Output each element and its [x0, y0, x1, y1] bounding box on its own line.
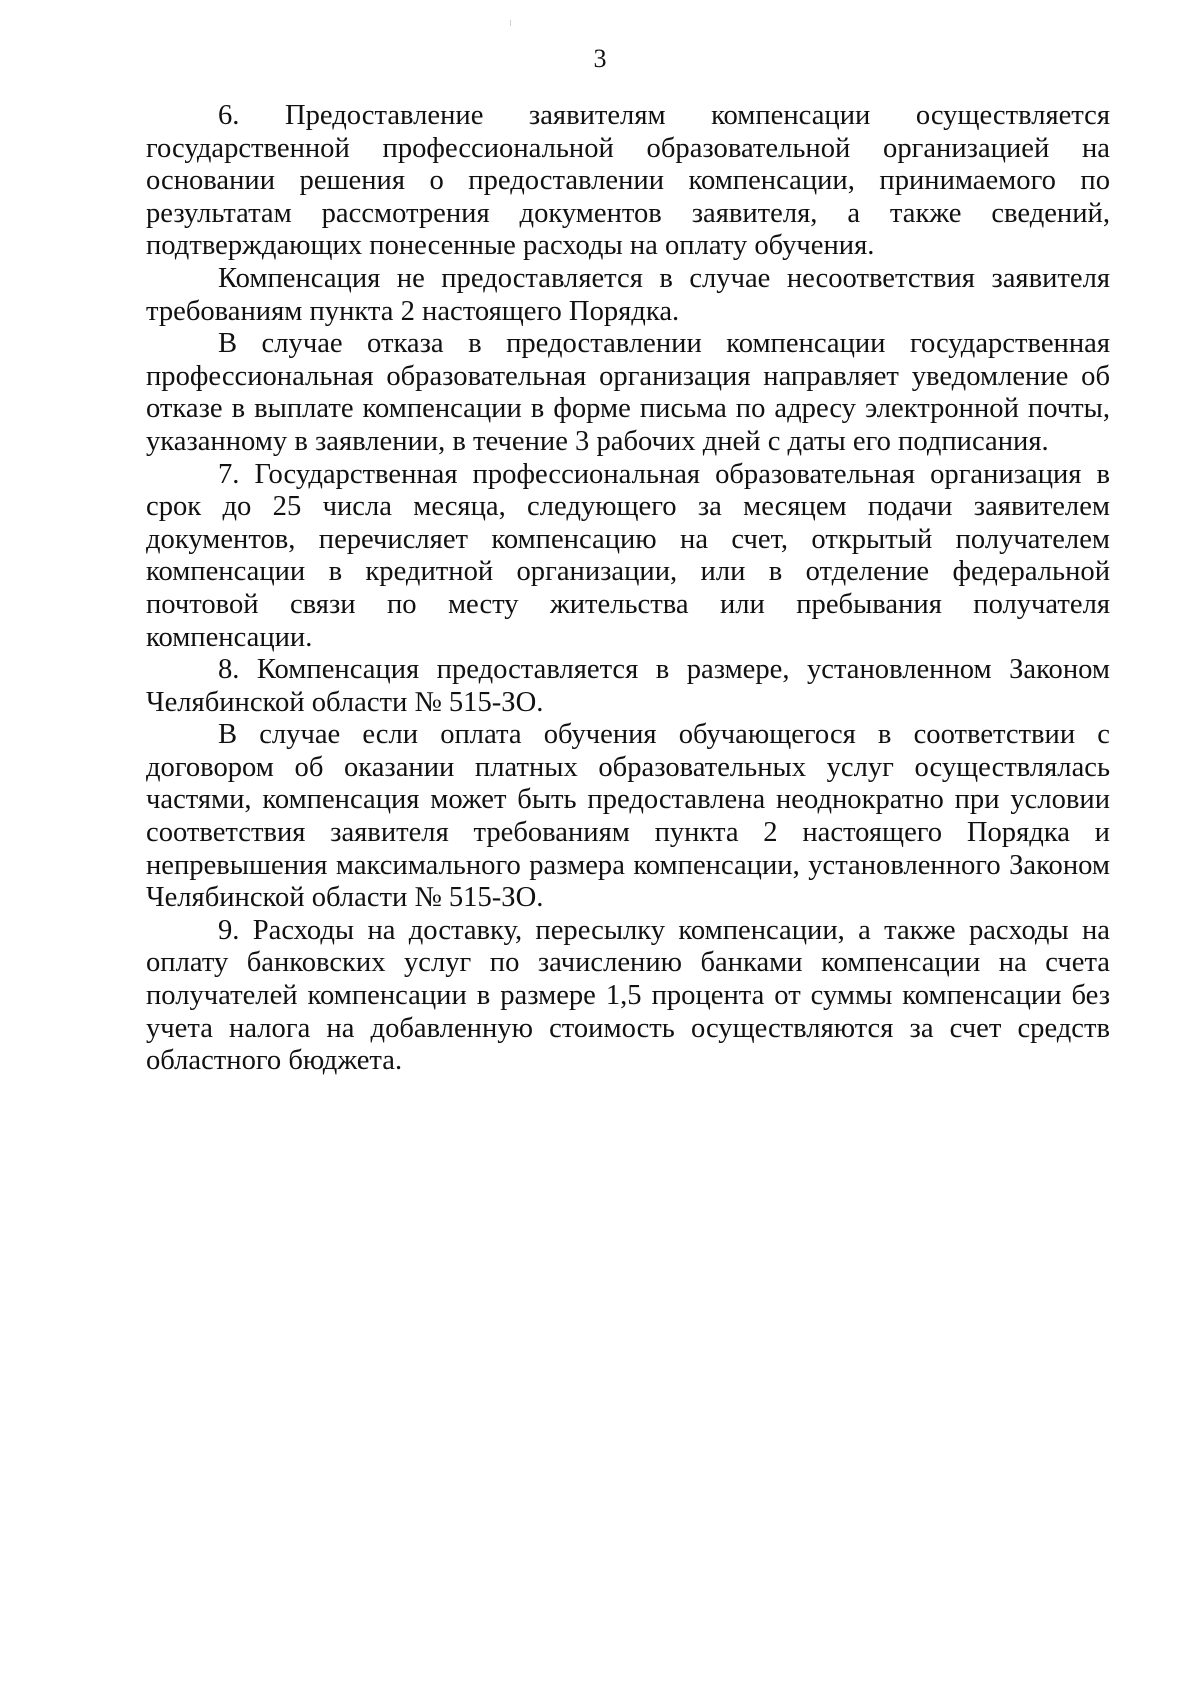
paragraph-8: 8. Компенсация предоставляется в размере, установленном Законом Челябинской области № 515-ЗО. — [146, 654, 1110, 718]
paragraph-6-refusal: В случае отказа в предоставлении компенсации государственная профессиональная образовательная организация направляет уведомление об отказе в выплате компенсации в форме письма по адресу электронной почты, указанному в заявлении, в течение 3 рабочих дней с даты его подписания. — [146, 328, 1110, 457]
paragraph-9: 9. Расходы на доставку, пересылку компенсации, а также расходы на оплату банковских услуг по зачислению банками компенсации на счета получателей компенсации в размере 1,5 процента от суммы компенсации без учета налога на добавленную стоимость осуществляются за счет средств областного бюджета. — [146, 914, 1110, 1077]
paragraph-6-no-compensation: Компенсация не предоставляется в случае несоответствия заявителя требованиям пункта 2 настоящего Порядка. — [146, 262, 1110, 327]
page-number: 3 — [593, 44, 607, 73]
paragraph-7: 7. Государственная профессиональная образовательная организация в срок до 25 числа месяца, следующего за месяцем подачи заявителем документов, перечисляет компенсацию на счет, открытый получателем компенсации в кредитной организации, или в отделение федеральной почтовой связи по месту жительства или пребывания получателя компенсации. — [146, 458, 1110, 653]
document-body — [146, 100, 1110, 1078]
scan-mark — [510, 20, 511, 26]
paragraph-6: 6. Предоставление заявителям компенсации осуществляется государственной профессиональной образовательной организацией на основании решения о предоставлении компенсации, принимаемого по результатам рассмотрения документов заявителя, а также сведений, подтверждающих понесенные расходы на оплату обучения. — [146, 100, 1110, 262]
paragraph-8-installments: В случае если оплата обучения обучающегося в соответствии с договором об оказании платных образовательных услуг осуществлялась частями, компенсация может быть предоставлена неоднократно при условии соответствия заявителя требованиям пункта 2 настоящего Порядка и непревышения максимального размера компенсации, установленного Законом Челябинской области № 515-ЗО. — [146, 719, 1110, 914]
